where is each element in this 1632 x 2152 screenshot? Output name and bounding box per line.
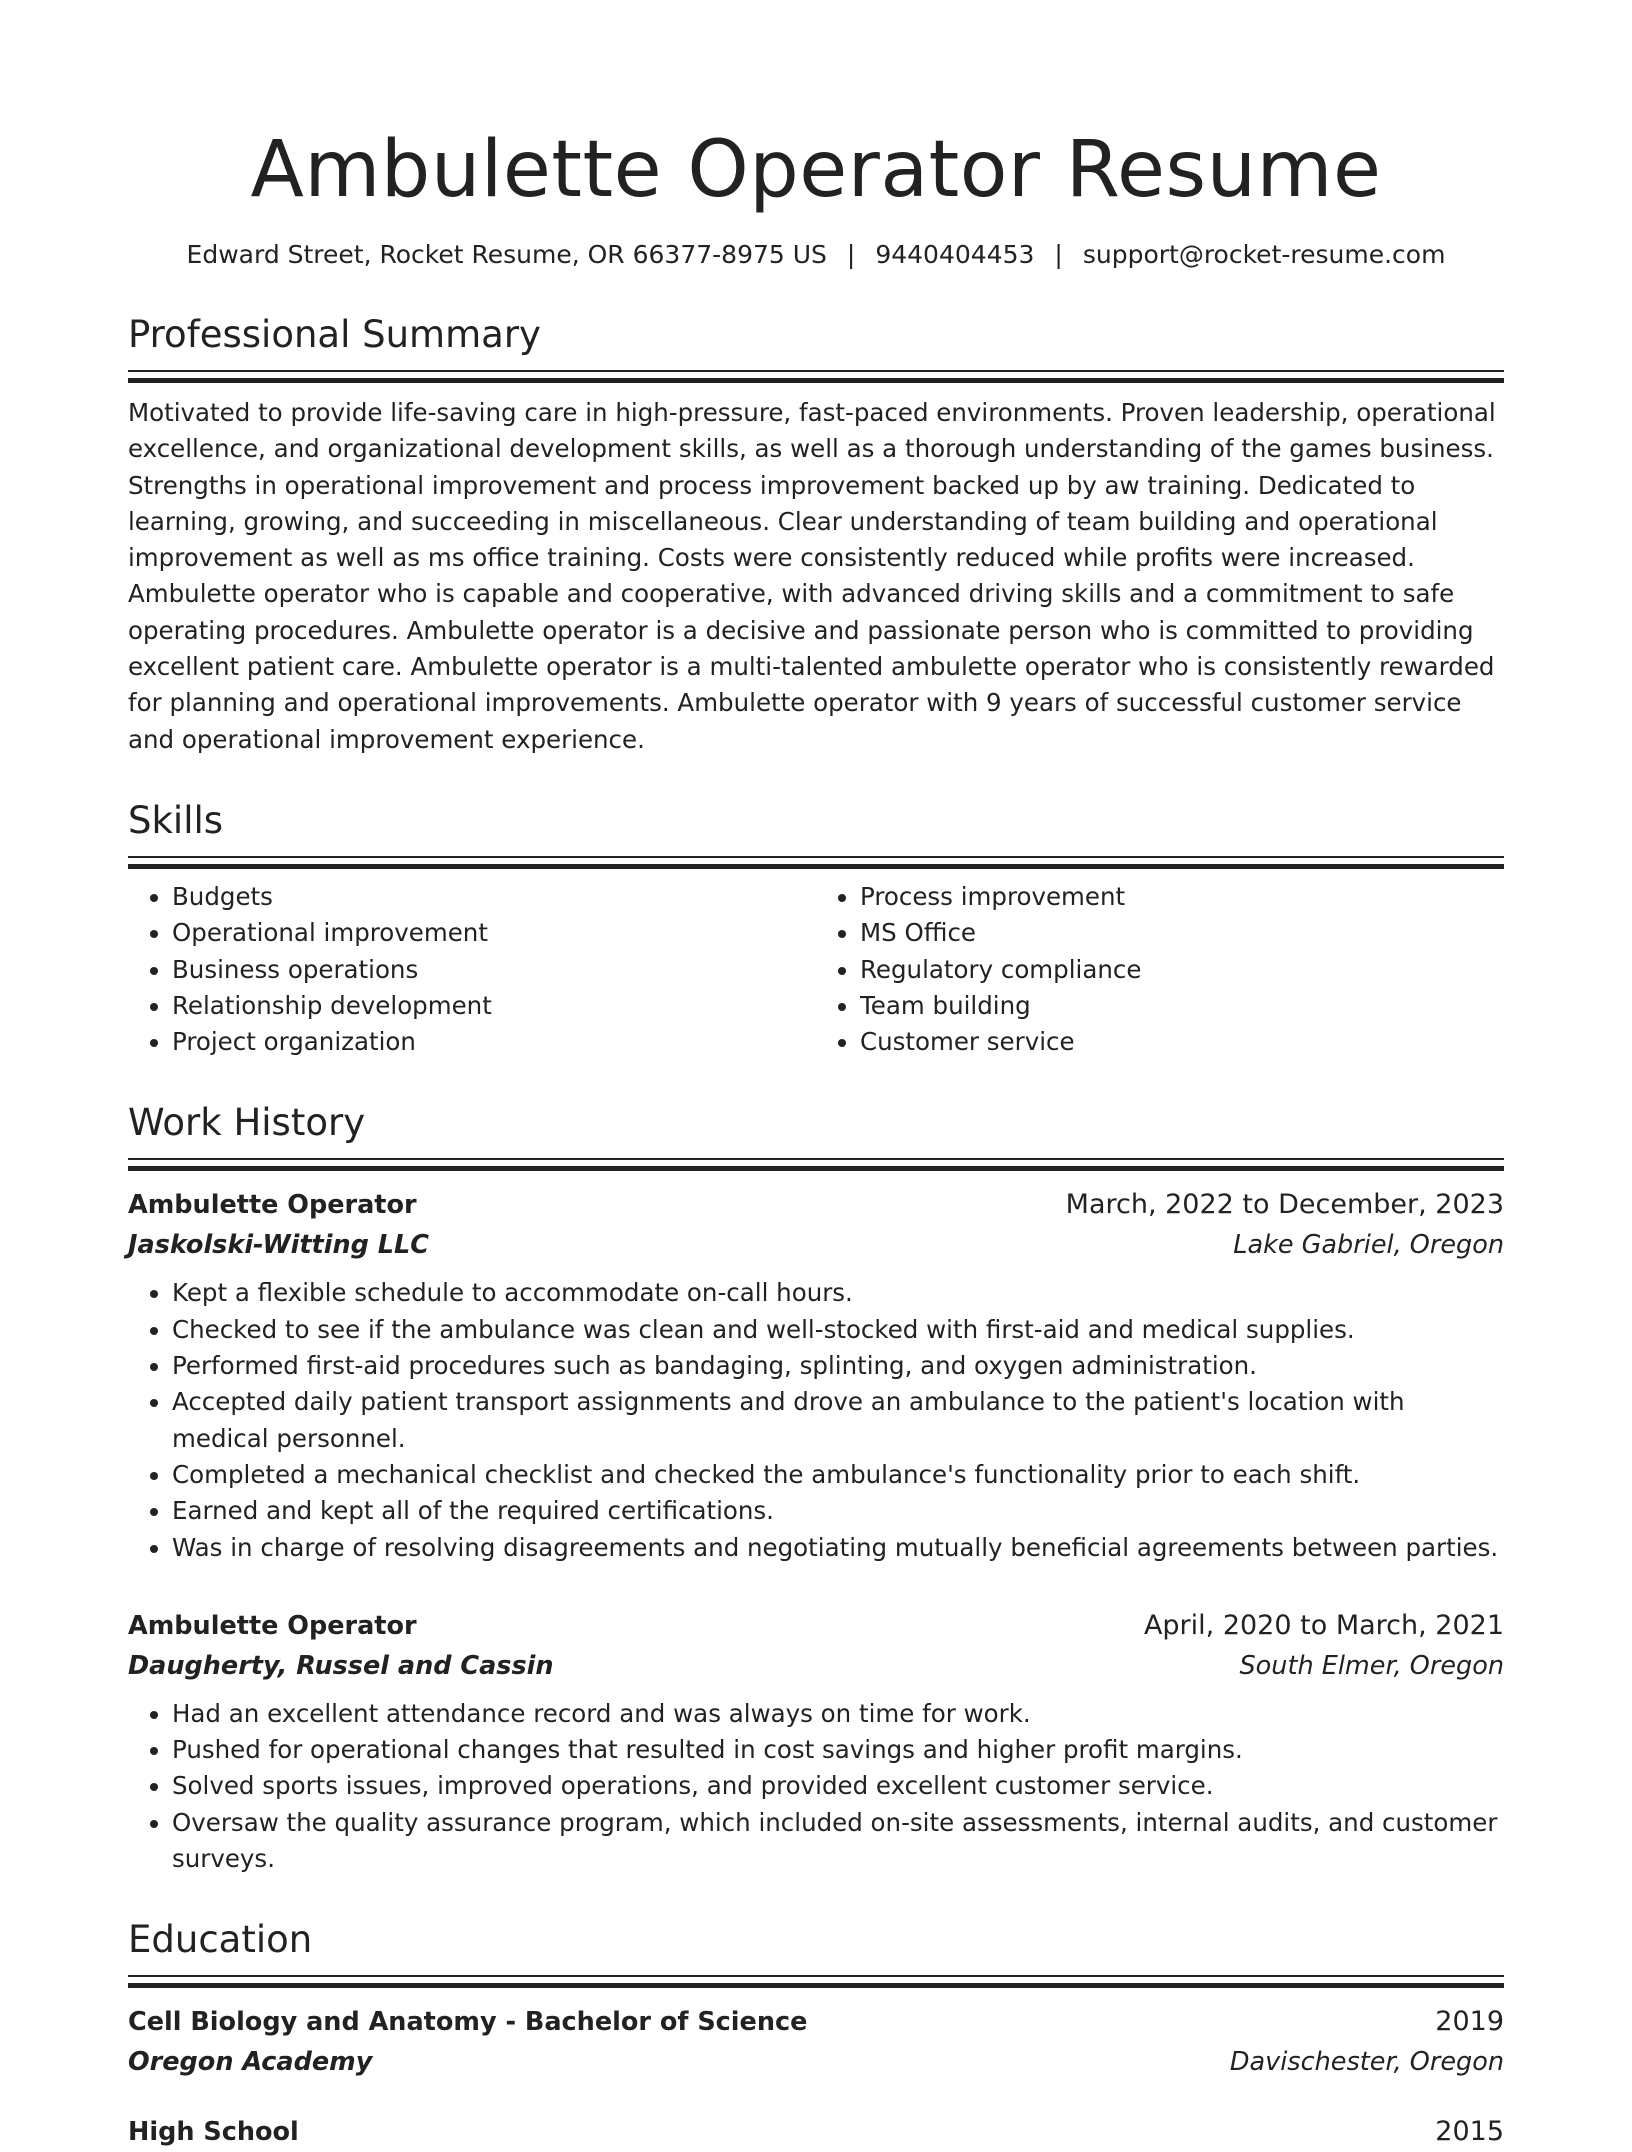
professional-summary-section bbox=[128, 312, 1504, 758]
work-history-section bbox=[128, 1100, 1504, 1877]
job-bullets bbox=[128, 1275, 1504, 1565]
job-bullet: • Earned and kept all of the required certifications. bbox=[172, 1493, 1504, 1529]
contact-address: Edward Street, Rocket Resume, OR 66377-8975 US bbox=[186, 240, 827, 269]
job-entry bbox=[128, 1606, 1504, 1877]
education-entry bbox=[128, 2112, 1504, 2152]
job-title: Ambulette Operator bbox=[128, 1610, 417, 1641]
job-company-row bbox=[128, 1646, 1504, 1686]
job-header-row bbox=[128, 1185, 1504, 1225]
skill-item: • Team building bbox=[860, 988, 1504, 1024]
education-section bbox=[128, 1917, 1504, 2152]
skills-columns bbox=[128, 879, 1504, 1060]
job-entry bbox=[128, 1185, 1504, 1565]
section-divider bbox=[128, 1975, 1504, 1986]
contact-separator: | bbox=[1054, 240, 1063, 269]
job-company: Daugherty, Russel and Cassin bbox=[128, 1650, 554, 1681]
education-entry bbox=[128, 2002, 1504, 2082]
job-bullets bbox=[128, 1696, 1504, 1877]
section-heading: Professional Summary bbox=[128, 313, 541, 356]
job-bullet: • Oversaw the quality assurance program, which included on-site assessments, internal audits, and customer surveys. bbox=[172, 1805, 1504, 1878]
skills-list-left bbox=[128, 879, 816, 1060]
job-location: Lake Gabriel, Oregon bbox=[1233, 1230, 1504, 1261]
section-heading: Skills bbox=[128, 798, 224, 842]
education-school: Oregon Academy bbox=[128, 2047, 373, 2078]
skills-section bbox=[128, 798, 1504, 1060]
job-bullet: • Pushed for operational changes that resulted in cost savings and higher profit margins. bbox=[172, 1732, 1504, 1768]
section-divider bbox=[128, 856, 1504, 867]
skill-item: • Process improvement bbox=[860, 879, 1504, 915]
education-year: 2019 bbox=[1435, 2006, 1504, 2038]
section-divider bbox=[128, 370, 1504, 381]
education-school-row bbox=[128, 2042, 1504, 2082]
section-divider bbox=[128, 1158, 1504, 1169]
job-bullet: • Solved sports issues, improved operations, and provided excellent customer service. bbox=[172, 1768, 1504, 1804]
job-header-row bbox=[128, 1606, 1504, 1646]
job-bullet: • Kept a flexible schedule to accommodate on-call hours. bbox=[172, 1275, 1504, 1311]
education-degree: High School bbox=[128, 2117, 299, 2148]
skill-item: • Business operations bbox=[172, 952, 816, 988]
skill-item: • Customer service bbox=[860, 1024, 1504, 1060]
education-header-row bbox=[128, 2002, 1504, 2042]
job-bullet: • Performed first-aid procedures such as bandaging, splinting, and oxygen administration. bbox=[172, 1348, 1504, 1384]
education-header-row bbox=[128, 2112, 1504, 2152]
skill-item: • Relationship development bbox=[172, 988, 816, 1024]
education-degree: Cell Biology and Anatomy - Bachelor of Science bbox=[128, 2007, 808, 2038]
skill-item: • Regulatory compliance bbox=[860, 952, 1504, 988]
job-bullet: • Completed a mechanical checklist and checked the ambulance's functionality prior to each shift. bbox=[172, 1457, 1504, 1493]
job-company: Jaskolski-Witting LLC bbox=[128, 1230, 429, 1261]
contact-separator: | bbox=[846, 240, 856, 269]
job-bullet: • Was in charge of resolving disagreements and negotiating mutually beneficial agreements between parties. bbox=[172, 1530, 1504, 1566]
job-bullet: • Accepted daily patient transport assignments and drove an ambulance to the patient's location with medical personnel. bbox=[172, 1384, 1504, 1457]
job-company-row bbox=[128, 1225, 1504, 1265]
job-bullet: • Had an excellent attendance record and was always on time for work. bbox=[172, 1696, 1504, 1732]
section-heading: Education bbox=[128, 1918, 313, 1962]
skills-list-right bbox=[816, 879, 1504, 1060]
job-bullet: • Checked to see if the ambulance was clean and well-stocked with first-aid and medical supplies. bbox=[172, 1312, 1504, 1348]
job-location: South Elmer, Oregon bbox=[1239, 1650, 1504, 1681]
skill-item: • Operational improvement bbox=[172, 915, 816, 951]
job-dates: April, 2020 to March, 2021 bbox=[1143, 1609, 1504, 1641]
skill-item: • Project organization bbox=[172, 1024, 816, 1060]
contact-email: support@rocket-resume.com bbox=[1082, 240, 1446, 269]
contact-phone: 9440404453 bbox=[875, 240, 1035, 269]
skill-item: • MS Office bbox=[860, 915, 1504, 951]
summary-text: Motivated to provide life-saving care in high-pressure, fast-paced environments. Proven leadership, operational excellence, and organizational development skills, as well as a thorough understanding of the games business. Strengths in operational improvement and process improvement backed up by aw training. Dedicated to learning, growing, and succeeding in miscellaneous. Clear understanding of team building and operational improvement as well as ms office training. Costs were consistently reduced while profits were increased. Ambulette operator who is capable and cooperative, with advanced driving skills and a commitment to safe operating procedures. Ambulette operator is a decisive and passionate person who is committed to providing excellent patient care. Ambulette operator is a multi-talented ambulette operator who is consistently rewarded for planning and operational improvements. Ambulette operator with 9 years of successful customer service and operational improvement experience. bbox=[128, 398, 1496, 754]
education-location: Davischester, Oregon bbox=[1229, 2047, 1504, 2078]
job-title: Ambulette Operator bbox=[128, 1190, 417, 1221]
resume-title: Ambulette Operator Resume bbox=[250, 125, 1382, 215]
job-dates: March, 2022 to December, 2023 bbox=[1065, 1189, 1504, 1221]
contact-line bbox=[128, 238, 1504, 272]
section-heading: Work History bbox=[128, 1101, 366, 1145]
resume-page bbox=[128, 120, 1504, 2152]
skill-item: • Budgets bbox=[172, 879, 816, 915]
education-year: 2015 bbox=[1435, 2116, 1504, 2148]
